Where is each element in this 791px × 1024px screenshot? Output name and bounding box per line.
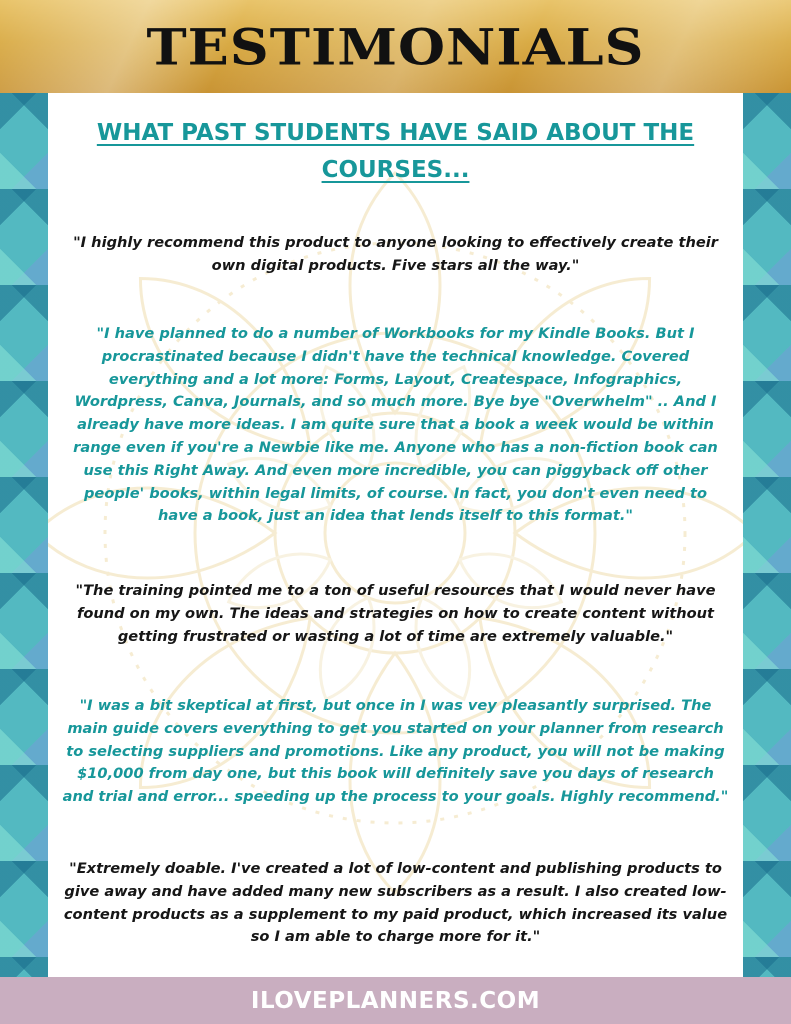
footer-site-url: ILOVEPLANNERS.COM	[250, 987, 541, 1014]
footer-banner	[0, 977, 791, 1024]
testimonial-quote-1: "I highly recommend this product to anyone looking to effectively create their own digital products. Five stars all the way."	[73, 234, 718, 274]
header-banner	[0, 0, 791, 93]
left-decorative-border	[0, 93, 48, 977]
testimonial-quote-5: "Extremely doable. I've created a lot of low-content and publishing products to give away and have added many new subscribers as a result. I also created low-content products as a supplement to my paid product, which increased its value so I am able to charge more for it."	[63, 860, 728, 946]
right-decorative-border	[743, 93, 791, 977]
section-heading: WHAT PAST STUDENTS HAVE SAID ABOUT THE COURSES...	[96, 120, 695, 183]
page-title: TESTIMONIALS	[146, 17, 645, 76]
testimonial-quote-3: "The training pointed me to a ton of useful resources that I would never have found on my own. The ideas and strategies on how to create content without getting frustrated or wasting a lot of time are extremely valuable."	[75, 582, 716, 645]
testimonial-quote-2: "I have planned to do a number of Workbooks for my Kindle Books. But I procrastinated because I didn't have the technical knowledge. Covered everything and a lot more: Forms, Layout, Createspace, Infographics, Wordpress, Canva, Journals, and so much more. Bye bye "Overwhelm" .. And I already have more ideas. I am quite sure that a book a week would be within range even if you're a Newbie like me. Anyone who has a non-fiction book can use this Right Away. And even more incredible, you can piggyback off other people' books, within legal limits, of course. In fact, you don't even need to have a book, just an idea that lends itself to this format."	[73, 325, 718, 525]
testimonial-quote-4: "I was a bit skeptical at first, but once in I was vey pleasantly surprised. The main guide covers everything to get you started on your planner from research to selecting suppliers and promotions. Like any product, you will not be making $10,000 from day one, but this book will definitely save you days of research and trial and error... speeding up the process to your goals. Highly recommend."	[62, 697, 729, 806]
content-panel	[48, 93, 743, 977]
